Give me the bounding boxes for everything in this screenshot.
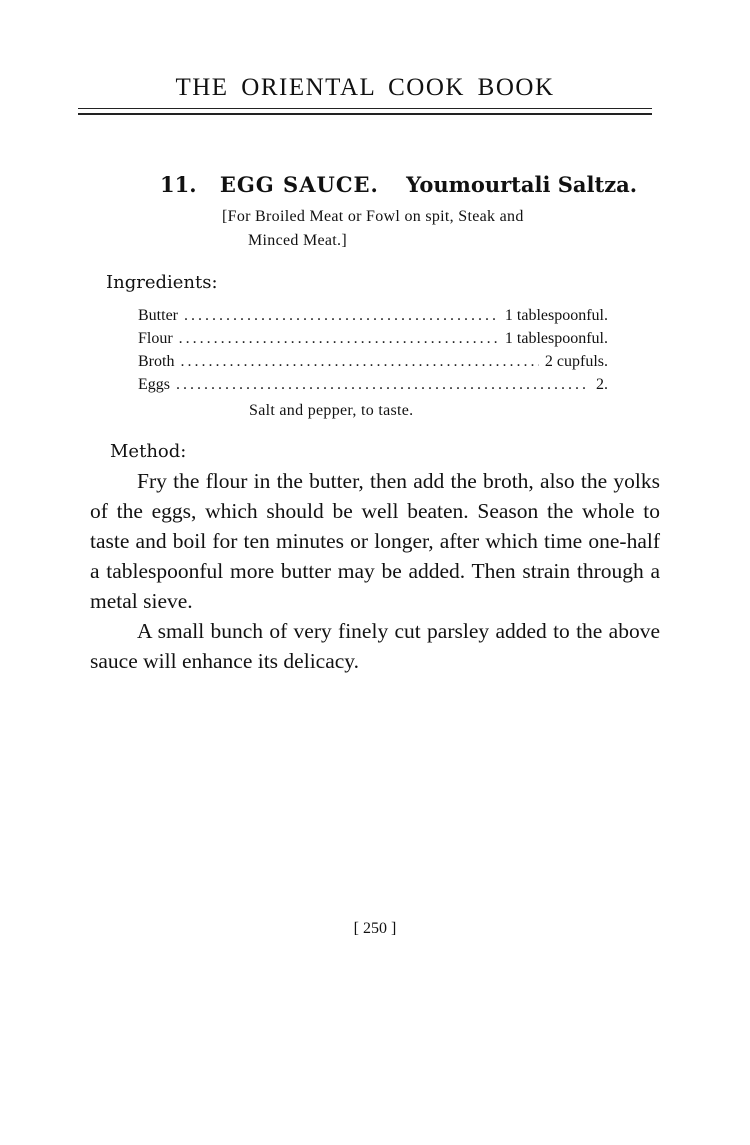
ingredient-name: Butter xyxy=(138,307,178,324)
header-rule-thick xyxy=(78,113,652,115)
ingredient-row xyxy=(138,330,608,353)
note-line-1: [For Broiled Meat or Fowl on spit, Steak and xyxy=(222,208,524,225)
recipe-title-native: Youmourtali Saltza. xyxy=(406,172,638,197)
page-number: [ 250 ] xyxy=(353,920,397,937)
method-paragraph: Fry the flour in the butter, then add the broth, also the yolks of the eggs, which should be well beaten. Season the whole to taste and boil for ten minutes or longer, after which time one-half a tablespoonful more butter may be added. Then strain through a metal sieve. xyxy=(90,469,660,613)
ingredient-row xyxy=(138,353,608,376)
dot-leader xyxy=(184,307,499,325)
ingredient-quantity: 2. xyxy=(596,376,608,393)
seasoning-note: Salt and pepper, to taste. xyxy=(249,402,414,419)
recipe-number: 11. xyxy=(160,172,197,197)
dot-leader xyxy=(179,330,499,348)
ingredient-quantity: 1 tablespoonful. xyxy=(504,330,608,347)
ingredients-list xyxy=(138,307,608,399)
ingredient-quantity: 1 tablespoonful. xyxy=(504,307,608,324)
method-paragraph: A small bunch of very finely cut parsley added to the above sauce will enhance its delicacy. xyxy=(90,619,660,673)
recipe-heading xyxy=(160,172,637,197)
header-rule-thin xyxy=(78,108,652,109)
ingredient-name: Broth xyxy=(138,353,175,370)
ingredients-label: Ingredients: xyxy=(106,272,218,293)
recipe-title-english: EGG SAUCE. xyxy=(219,172,379,197)
running-head: THE ORIENTAL COOK BOOK xyxy=(175,74,555,101)
dot-leader xyxy=(176,376,590,394)
method-label: Method: xyxy=(110,441,187,462)
ingredient-row xyxy=(138,307,608,330)
recipe-usage-note xyxy=(222,205,662,253)
dot-leader xyxy=(180,353,538,371)
ingredient-name: Eggs xyxy=(138,376,170,393)
method-text xyxy=(90,466,660,676)
note-line-2: Minced Meat.] xyxy=(248,232,347,249)
ingredient-quantity: 2 cupfuls. xyxy=(544,353,608,370)
ingredient-name: Flour xyxy=(138,330,173,347)
ingredient-row xyxy=(138,376,608,399)
